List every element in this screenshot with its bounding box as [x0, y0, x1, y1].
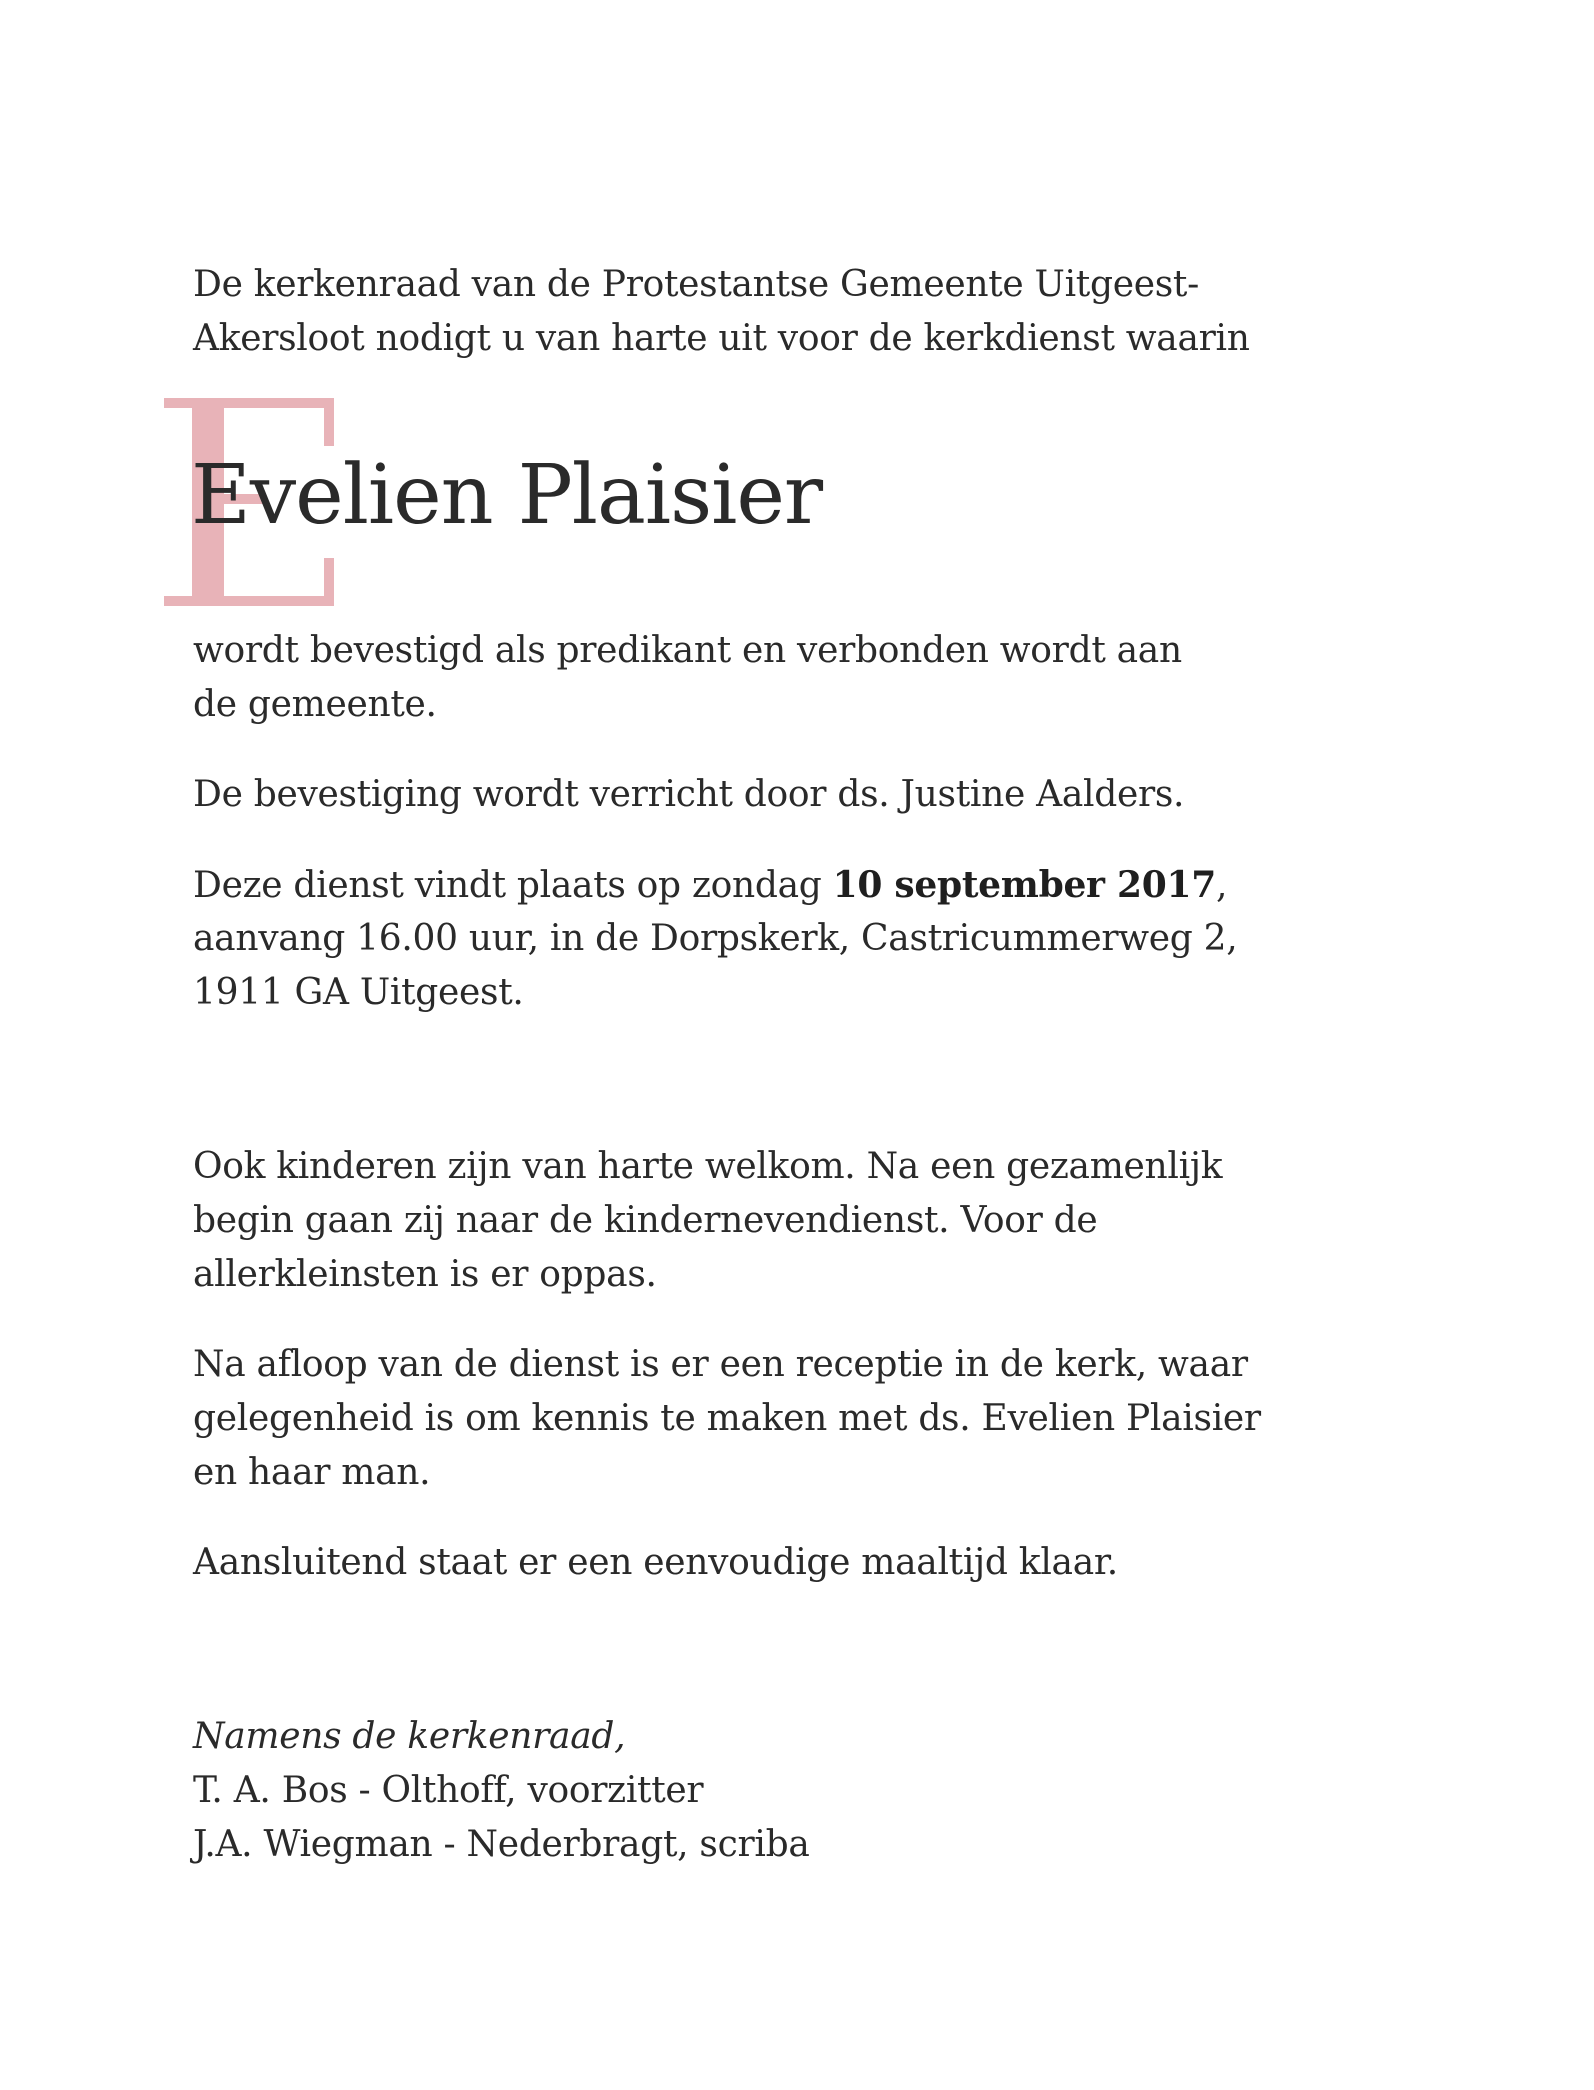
service-line-2: aanvang 16.00 uur, in de Dorpskerk, Castricummerweg 2,: [193, 918, 1238, 959]
signature-scribe: J.A. Wiegman - Nederbragt, scriba: [193, 1824, 810, 1865]
intro-line-1: De kerkenraad van de Protestantse Gemeente Uitgeest-: [193, 264, 1199, 305]
children-line-1: Ook kinderen zijn van harte welkom. Na een gezamenlijk: [193, 1146, 1223, 1187]
service-suffix: ,: [1215, 865, 1228, 906]
service-line-3: 1911 GA Uitgeest.: [193, 972, 524, 1013]
service-prefix: Deze dienst vindt plaats op zondag: [193, 865, 833, 906]
reception-line-2: gelegenheid is om kennis te maken met ds. Evelien Plaisier: [193, 1398, 1261, 1439]
reception-line-1: Na afloop van de dienst is er een receptie in de kerk, waar: [193, 1344, 1248, 1385]
intro-line-2: Akersloot nodigt u van harte uit voor de kerkdienst waarin: [193, 318, 1250, 359]
confirmation-line-1: wordt bevestigd als predikant en verbonden wordt aan: [193, 630, 1182, 671]
signature-chair: T. A. Bos - Olthoff, voorzitter: [193, 1770, 704, 1811]
officiant-line: De bevestiging wordt verricht door ds. Justine Aalders.: [193, 774, 1185, 815]
meal-line: Aansluitend staat er een eenvoudige maaltijd klaar.: [193, 1542, 1118, 1583]
honoree-name: Evelien Plaisier: [191, 448, 823, 543]
children-line-3: allerkleinsten is er oppas.: [193, 1254, 657, 1295]
service-date: 10 september 2017: [832, 864, 1216, 906]
service-line-1: [193, 858, 1393, 913]
signature-closing: Namens de kerkenraad,: [193, 1716, 626, 1757]
children-line-2: begin gaan zij naar de kindernevendienst. Voor de: [193, 1200, 1098, 1241]
confirmation-line-2: de gemeente.: [193, 684, 437, 725]
reception-line-3: en haar man.: [193, 1452, 431, 1493]
